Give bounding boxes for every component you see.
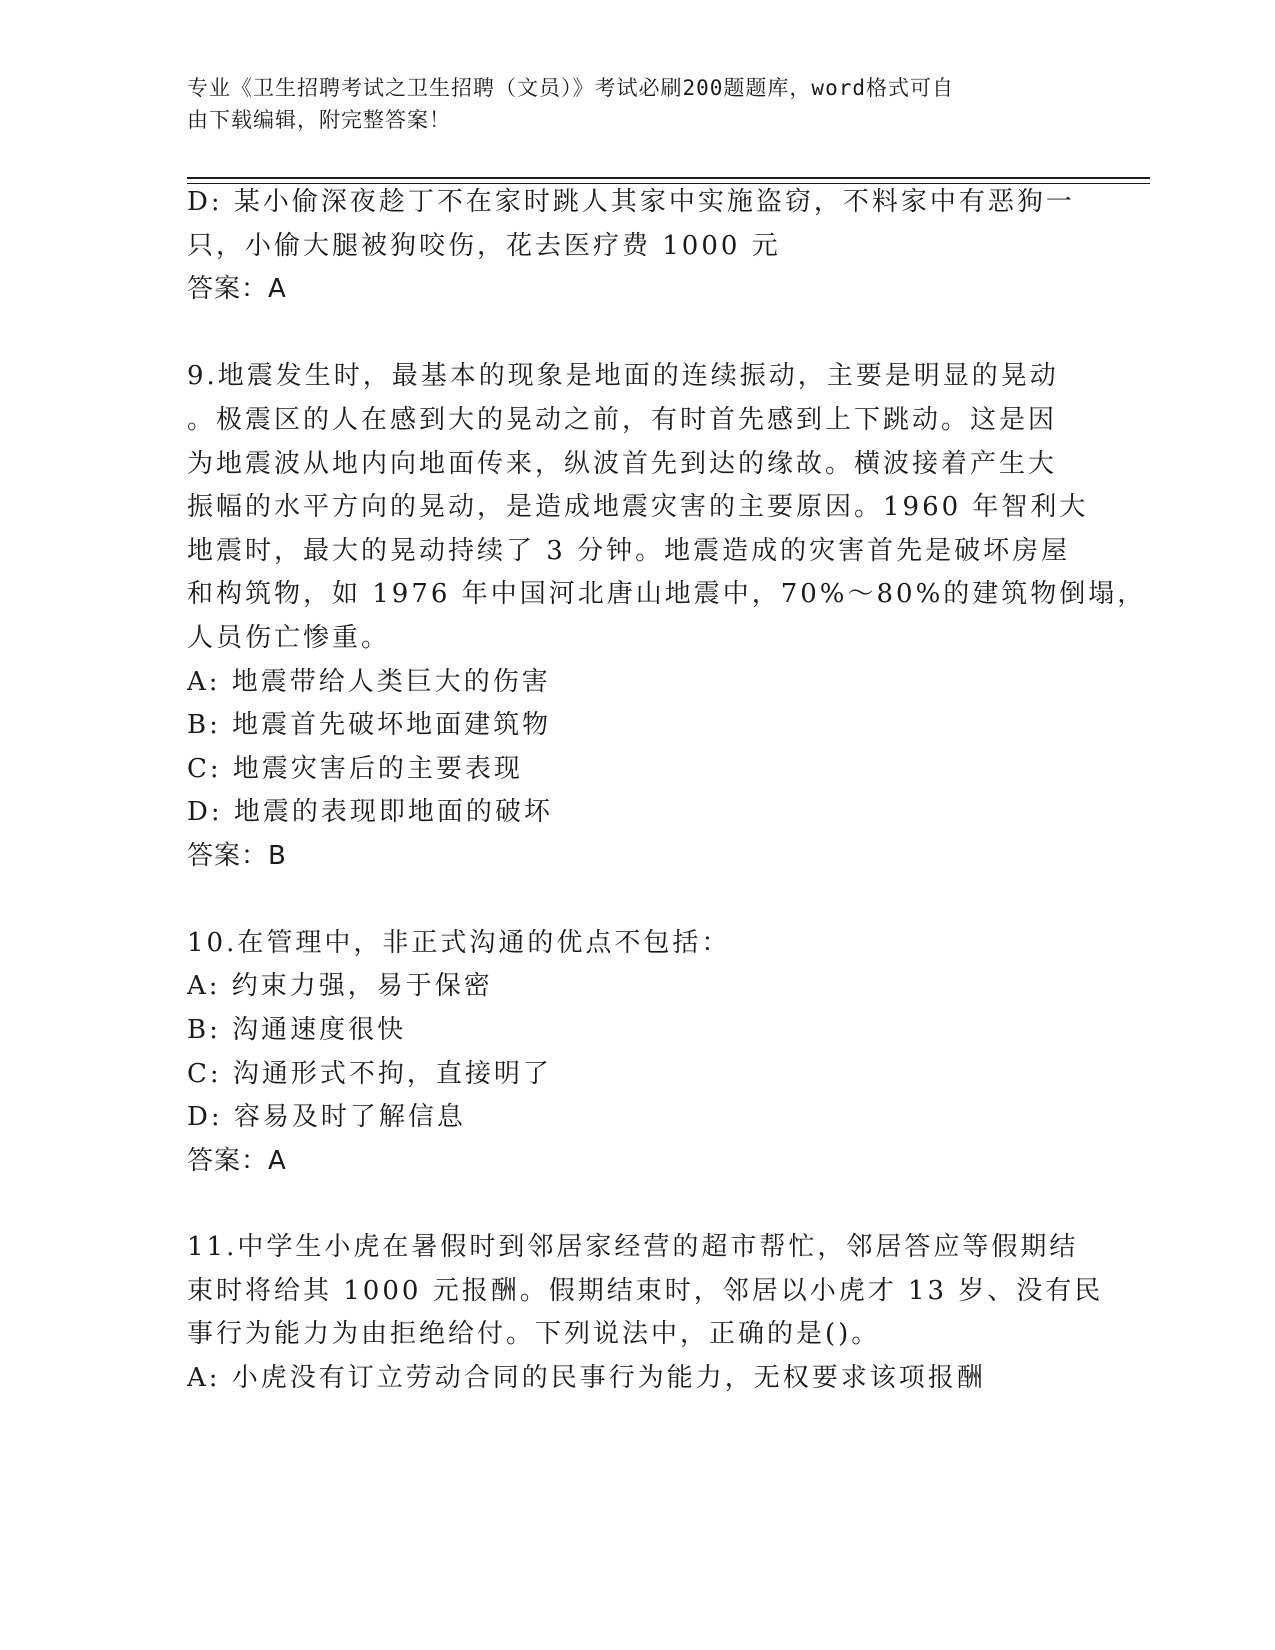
q9-text-line: 人员伤亡惨重。	[187, 623, 391, 653]
q9-text-line: 为地震波从地内向地面传来，纵波首先到达的缘故。横波接着产生大	[187, 449, 1058, 479]
q10-option-a: A: 约束力强，易于保密	[187, 971, 493, 1001]
header-divider-thin	[187, 183, 1150, 184]
q9-option-c: C: 地震灾害后的主要表现	[187, 754, 523, 784]
q10-answer: 答案：A	[187, 1146, 287, 1176]
q8-option-d-line-2: 只，小偷大腿被狗咬伤，花去医疗费 1000 元	[187, 231, 781, 261]
q8-option-d-line-1: D: 某小偷深夜趁丁不在家时跳人其家中实施盗窃，不料家中有恶狗一	[187, 187, 1075, 217]
q9-text-line: 和构筑物，如 1976 年中国河北唐山地震中，70%～80%的建筑物倒塌，	[187, 579, 1147, 609]
q8-answer: 答案：A	[187, 274, 287, 304]
q9-text-line: 9.地震发生时，最基本的现象是地面的连续振动，主要是明显的晃动	[187, 361, 1059, 391]
header-line-1: 专业《卫生招聘考试之卫生招聘（文员）》考试必刷200题题库，word格式可自	[187, 76, 954, 100]
q9-text-line: 。极震区的人在感到大的晃动之前，有时首先感到上下跳动。这是因	[187, 405, 1058, 435]
q9-option-a: A: 地震带给人类巨大的伤害	[187, 667, 551, 697]
document-header	[187, 72, 1067, 136]
q9-text-line: 地震时，最大的晃动持续了 3 分钟。地震造成的灾害首先是破坏房屋	[187, 536, 1071, 566]
q10-option-c: C: 沟通形式不拘，直接明了	[187, 1059, 552, 1089]
q11-text-line: 事行为能力为由拒绝给付。下列说法中，正确的是()。	[187, 1319, 881, 1349]
header-line-2: 由下载编辑，附完整答案！	[187, 108, 451, 132]
q9-answer: 答案：B	[187, 841, 287, 871]
q9-option-d: D: 地震的表现即地面的破坏	[187, 797, 553, 827]
q10-option-d: D: 容易及时了解信息	[187, 1102, 466, 1132]
q11-text-line: 束时将给其 1000 元报酬。假期结束时，邻居以小虎才 13 岁、没有民	[187, 1276, 1104, 1306]
q10-question: 10.在管理中，非正式沟通的优点不包括：	[187, 928, 731, 958]
header-divider-thick	[187, 177, 1150, 179]
q11-option-a: A: 小虎没有订立劳动合同的民事行为能力，无权要求该项报酬	[187, 1363, 986, 1393]
q9-option-b: B: 地震首先破坏地面建筑物	[187, 710, 552, 740]
q10-option-b: B: 沟通速度很快	[187, 1015, 407, 1045]
q11-text-line: 11.中学生小虎在暑假时到邻居家经营的超市帮忙，邻居答应等假期结	[187, 1232, 1079, 1262]
q9-text-line: 振幅的水平方向的晃动，是造成地震灾害的主要原因。1960 年智利大	[187, 492, 1089, 522]
